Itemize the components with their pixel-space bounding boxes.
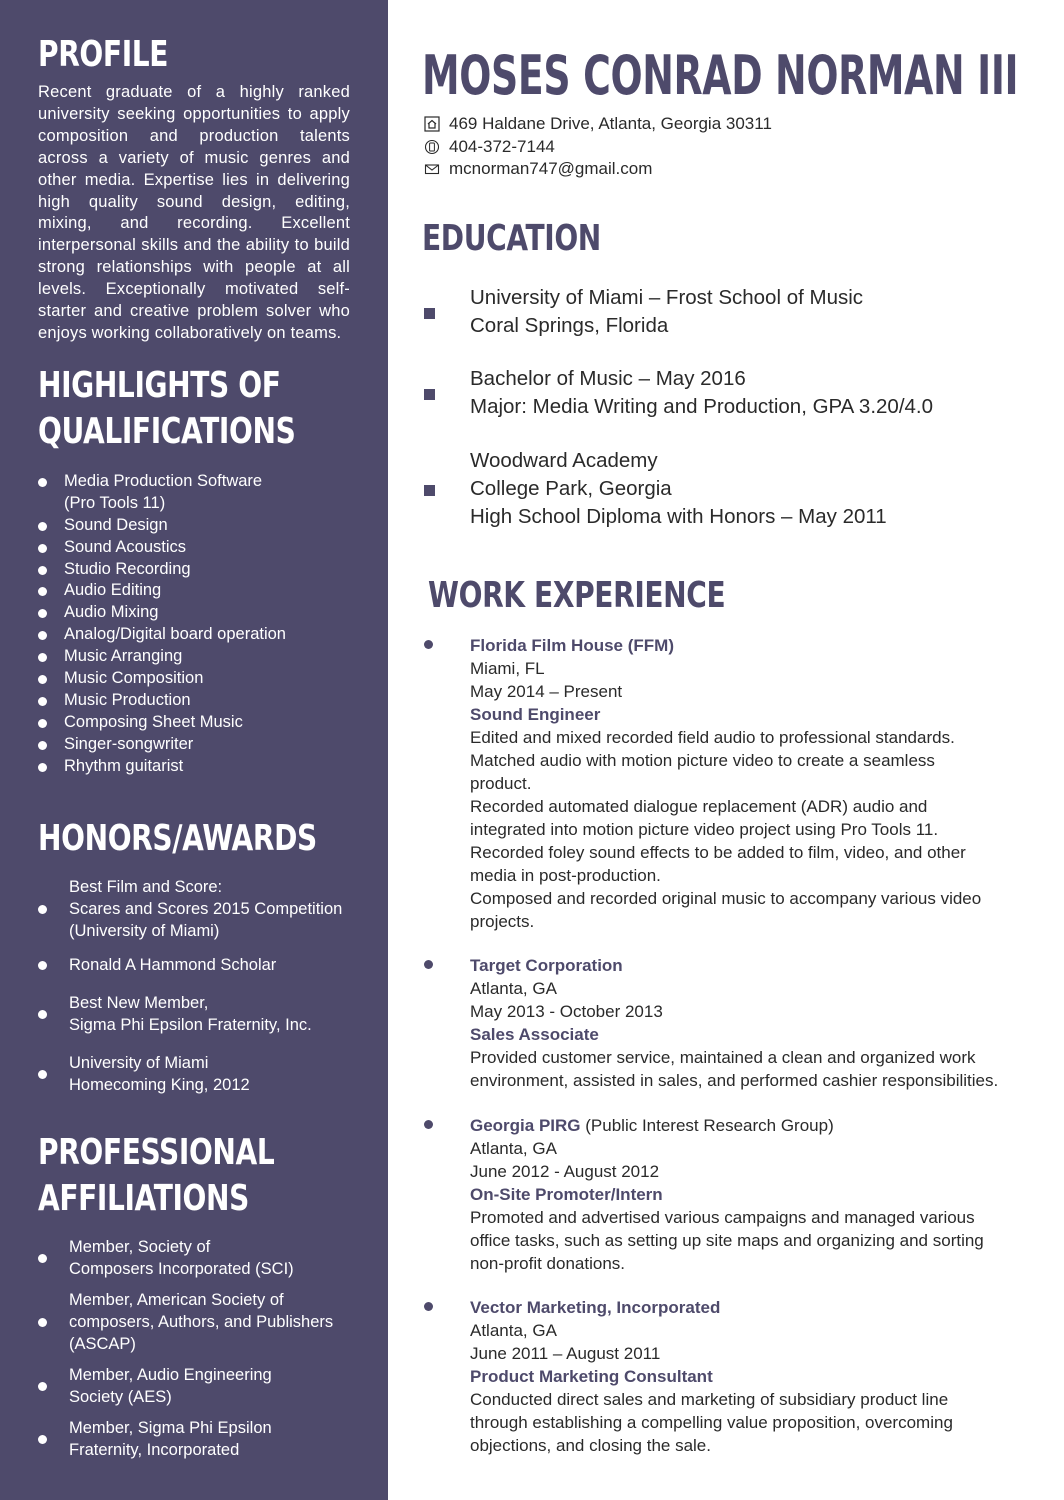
- list-item: [38, 471, 350, 515]
- company-name: Florida Film House (FFM): [470, 636, 674, 655]
- affiliations-heading-line2: AFFILIATIONS: [38, 1177, 249, 1219]
- bullet-icon: [38, 609, 47, 618]
- bullet-icon: [38, 675, 47, 684]
- list-item: [38, 876, 350, 942]
- text-line: Audio Editing: [64, 581, 162, 600]
- text-line: Media Production Software: [64, 471, 263, 490]
- text-line: Member, Sigma Phi Epsilon: [69, 1418, 272, 1437]
- list-item: [38, 992, 350, 1036]
- list-item: [38, 668, 350, 690]
- text-line: office tasks, such as setting up site maps and organizing and sorting: [470, 1231, 984, 1250]
- job-location: Atlanta, GA: [470, 1321, 557, 1340]
- text-line: Provided customer service, maintained a clean and organized work: [470, 1048, 976, 1067]
- text-line: Music Composition: [64, 669, 204, 688]
- text-line: (University of Miami): [69, 921, 220, 940]
- home-icon: [424, 116, 440, 132]
- text-line: Music Arranging: [64, 647, 183, 666]
- bullet-icon: [424, 960, 433, 969]
- bullet-icon: [424, 1120, 433, 1129]
- highlights-heading: [38, 363, 296, 455]
- profile-heading: PROFILE: [38, 34, 169, 75]
- address-row: [424, 113, 772, 136]
- job-title: Sound Engineer: [470, 705, 601, 724]
- text-line: objections, and closing the sale.: [470, 1436, 711, 1455]
- text-line: integrated into motion picture video project using Pro Tools 11.: [470, 820, 939, 839]
- bullet-icon: [38, 697, 47, 706]
- company-name: Georgia PIRG: [470, 1116, 581, 1135]
- education-entry: [424, 284, 863, 340]
- bullet-icon: [38, 653, 47, 662]
- candidate-name: MOSES CONRAD NORMAN III: [422, 44, 1019, 107]
- text-line: Homecoming King, 2012: [69, 1075, 250, 1094]
- contact-info: [424, 113, 772, 181]
- text-line: Rhythm guitarist: [64, 756, 184, 775]
- square-bullet-icon: [424, 389, 435, 400]
- job-entry: [424, 1296, 1024, 1457]
- job-entry: [424, 1114, 1024, 1275]
- text-line: Ronald A Hammond Scholar: [69, 955, 277, 974]
- list-item: [38, 756, 350, 778]
- text-line: projects.: [470, 912, 535, 931]
- job-location: Atlanta, GA: [470, 979, 557, 998]
- text-line: Member, American Society of: [69, 1290, 284, 1309]
- work-heading: WORK EXPERIENCE: [428, 575, 726, 616]
- job-dates: May 2014 – Present: [470, 682, 623, 701]
- text-line: Singer-songwriter: [64, 734, 194, 753]
- bullet-icon: [38, 566, 47, 575]
- education-entry: [424, 447, 887, 531]
- awards-heading: HONORS/AWARDS: [38, 817, 317, 859]
- bullet-icon: [38, 522, 47, 531]
- bullet-icon: [38, 763, 47, 772]
- text-line: non-profit donations.: [470, 1254, 625, 1273]
- education-entry: [424, 365, 933, 421]
- list-item: [38, 734, 350, 756]
- bullet-icon: [38, 1010, 47, 1019]
- highlights-heading-line2: QUALIFICATIONS: [38, 410, 296, 452]
- text-line: Fraternity, Incorporated: [69, 1440, 240, 1459]
- text-line: Sound Acoustics: [64, 537, 186, 556]
- affiliations-heading-line1: PROFESSIONAL: [38, 1131, 275, 1173]
- highlights-heading-line1: HIGHLIGHTS OF: [38, 364, 281, 406]
- bullet-icon: [424, 640, 433, 649]
- list-item: [38, 646, 350, 668]
- list-item: [38, 515, 350, 537]
- bullet-icon: [38, 719, 47, 728]
- text-line: High School Diploma with Honors – May 2011: [470, 505, 887, 528]
- text-line: Best New Member,: [69, 993, 209, 1012]
- text-line: Sigma Phi Epsilon Fraternity, Inc.: [69, 1015, 312, 1034]
- text-line: Matched audio with motion picture video to create a seamless: [470, 751, 935, 770]
- text-line: Sound Design: [64, 515, 168, 534]
- list-item: [38, 624, 350, 646]
- bullet-icon: [424, 1302, 433, 1311]
- text-line: (ASCAP): [69, 1334, 136, 1353]
- envelope-icon: [424, 161, 440, 177]
- list-item: [38, 690, 350, 712]
- text-line: Music Production: [64, 690, 191, 709]
- phone-text: 404-372-7144: [449, 136, 555, 156]
- text-line: College Park, Georgia: [470, 477, 672, 500]
- list-item: [38, 1052, 350, 1096]
- text-line: product.: [470, 774, 532, 793]
- highlights-list: [38, 471, 350, 778]
- job-location: Atlanta, GA: [470, 1139, 557, 1158]
- text-line: Recorded automated dialogue replacement (ADR) audio and: [470, 797, 928, 816]
- text-line: Member, Society of: [69, 1237, 211, 1256]
- bullet-icon: [38, 905, 47, 914]
- text-line: Major: Media Writing and Production, GPA 3.20/4.0: [470, 395, 934, 418]
- text-line: Bachelor of Music – May 2016: [470, 367, 746, 390]
- bullet-icon: [38, 587, 47, 596]
- square-bullet-icon: [424, 308, 435, 319]
- text-line: environment, assisted in sales, and performed cashier responsibilities.: [470, 1071, 999, 1090]
- text-line: Composers Incorporated (SCI): [69, 1259, 294, 1278]
- job-title: Product Marketing Consultant: [470, 1367, 713, 1386]
- main-content: [388, 0, 1064, 1500]
- list-item: [38, 602, 350, 624]
- text-line: composers, Authors, and Publishers: [69, 1312, 334, 1331]
- phone-row: [424, 136, 772, 159]
- bullet-icon: [38, 741, 47, 750]
- affiliations-heading: [38, 1130, 281, 1222]
- job-dates: June 2012 - August 2012: [470, 1162, 660, 1181]
- profile-text: Recent graduate of a highly ranked university seeking opportunities to apply composition and production talents across a variety of music genres and other media. Expertise lies in delivering high quality sound design, editing, mixing, and recording. Excellent interpersonal skills and the ability to build strong relationships with people at all levels. Exceptionally motivated self-starter and creative problem solver who enjoys working collaboratively on teams.: [38, 83, 350, 342]
- job-title: On-Site Promoter/Intern: [470, 1185, 663, 1204]
- bullet-icon: [38, 1382, 47, 1391]
- text-line: Scares and Scores 2015 Competition: [69, 899, 343, 918]
- bullet-icon: [38, 961, 47, 970]
- phone-icon: [424, 139, 440, 155]
- email-text: mcnorman747@gmail.com: [449, 159, 653, 178]
- education-heading: EDUCATION: [422, 218, 601, 259]
- affiliations-list: [38, 1236, 350, 1461]
- bullet-icon: [38, 1318, 47, 1327]
- company-name: Vector Marketing, Incorporated: [470, 1298, 721, 1317]
- bullet-icon: [38, 631, 47, 640]
- text-line: Best Film and Score:: [69, 877, 223, 896]
- list-item: [38, 537, 350, 559]
- text-line: Studio Recording: [64, 559, 191, 578]
- text-line: University of Miami – Frost School of Music: [470, 286, 864, 309]
- text-line: Analog/Digital board operation: [64, 625, 286, 644]
- bullet-icon: [38, 478, 47, 487]
- sidebar: [0, 0, 388, 1500]
- text-line: Woodward Academy: [470, 449, 658, 472]
- bullet-icon: [38, 1435, 47, 1444]
- job-dates: June 2011 – August 2011: [470, 1344, 661, 1363]
- email-row: [424, 158, 772, 181]
- bullet-icon: [38, 1254, 47, 1263]
- text-line: Conducted direct sales and marketing of subsidiary product line: [470, 1390, 949, 1409]
- list-item: [38, 580, 350, 602]
- company-name: Target Corporation: [470, 956, 623, 975]
- text-line: Society (AES): [69, 1387, 172, 1406]
- text-line: Composed and recorded original music to accompany various video: [470, 889, 982, 908]
- square-bullet-icon: [424, 485, 435, 496]
- job-title: Sales Associate: [470, 1025, 599, 1044]
- list-item: [38, 712, 350, 734]
- bullet-icon: [38, 544, 47, 553]
- list-item: [38, 559, 350, 581]
- company-note: (Public Interest Research Group): [580, 1116, 834, 1135]
- text-line: through establishing a compelling value proposition, overcoming: [470, 1413, 953, 1432]
- text-line: (Pro Tools 11): [64, 493, 166, 512]
- text-line: Composing Sheet Music: [64, 712, 243, 731]
- list-item: [38, 1417, 350, 1461]
- text-line: Edited and mixed recorded field audio to professional standards.: [470, 728, 955, 747]
- text-line: Recorded foley sound effects to be added to film, video, and other: [470, 843, 966, 862]
- list-item: [38, 1236, 350, 1280]
- text-line: media in post-production.: [470, 866, 661, 885]
- text-line: Promoted and advertised various campaigns and managed various: [470, 1208, 975, 1227]
- company-line: [470, 1114, 1024, 1137]
- text-line: University of Miami: [69, 1053, 209, 1072]
- bullet-icon: [38, 1070, 47, 1079]
- address-text: 469 Haldane Drive, Atlanta, Georgia 30311: [449, 114, 772, 133]
- job-location: Miami, FL: [470, 659, 545, 678]
- text-line: Coral Springs, Florida: [470, 314, 669, 337]
- text-line: Member, Audio Engineering: [69, 1365, 272, 1384]
- text-line: Audio Mixing: [64, 603, 159, 622]
- job-entry: [424, 954, 1024, 1092]
- list-item: [38, 1289, 350, 1355]
- awards-list: [38, 876, 350, 1096]
- job-dates: May 2013 - October 2013: [470, 1002, 663, 1021]
- list-item: [38, 1364, 350, 1408]
- job-entry: [424, 634, 1024, 933]
- list-item: [38, 954, 350, 976]
